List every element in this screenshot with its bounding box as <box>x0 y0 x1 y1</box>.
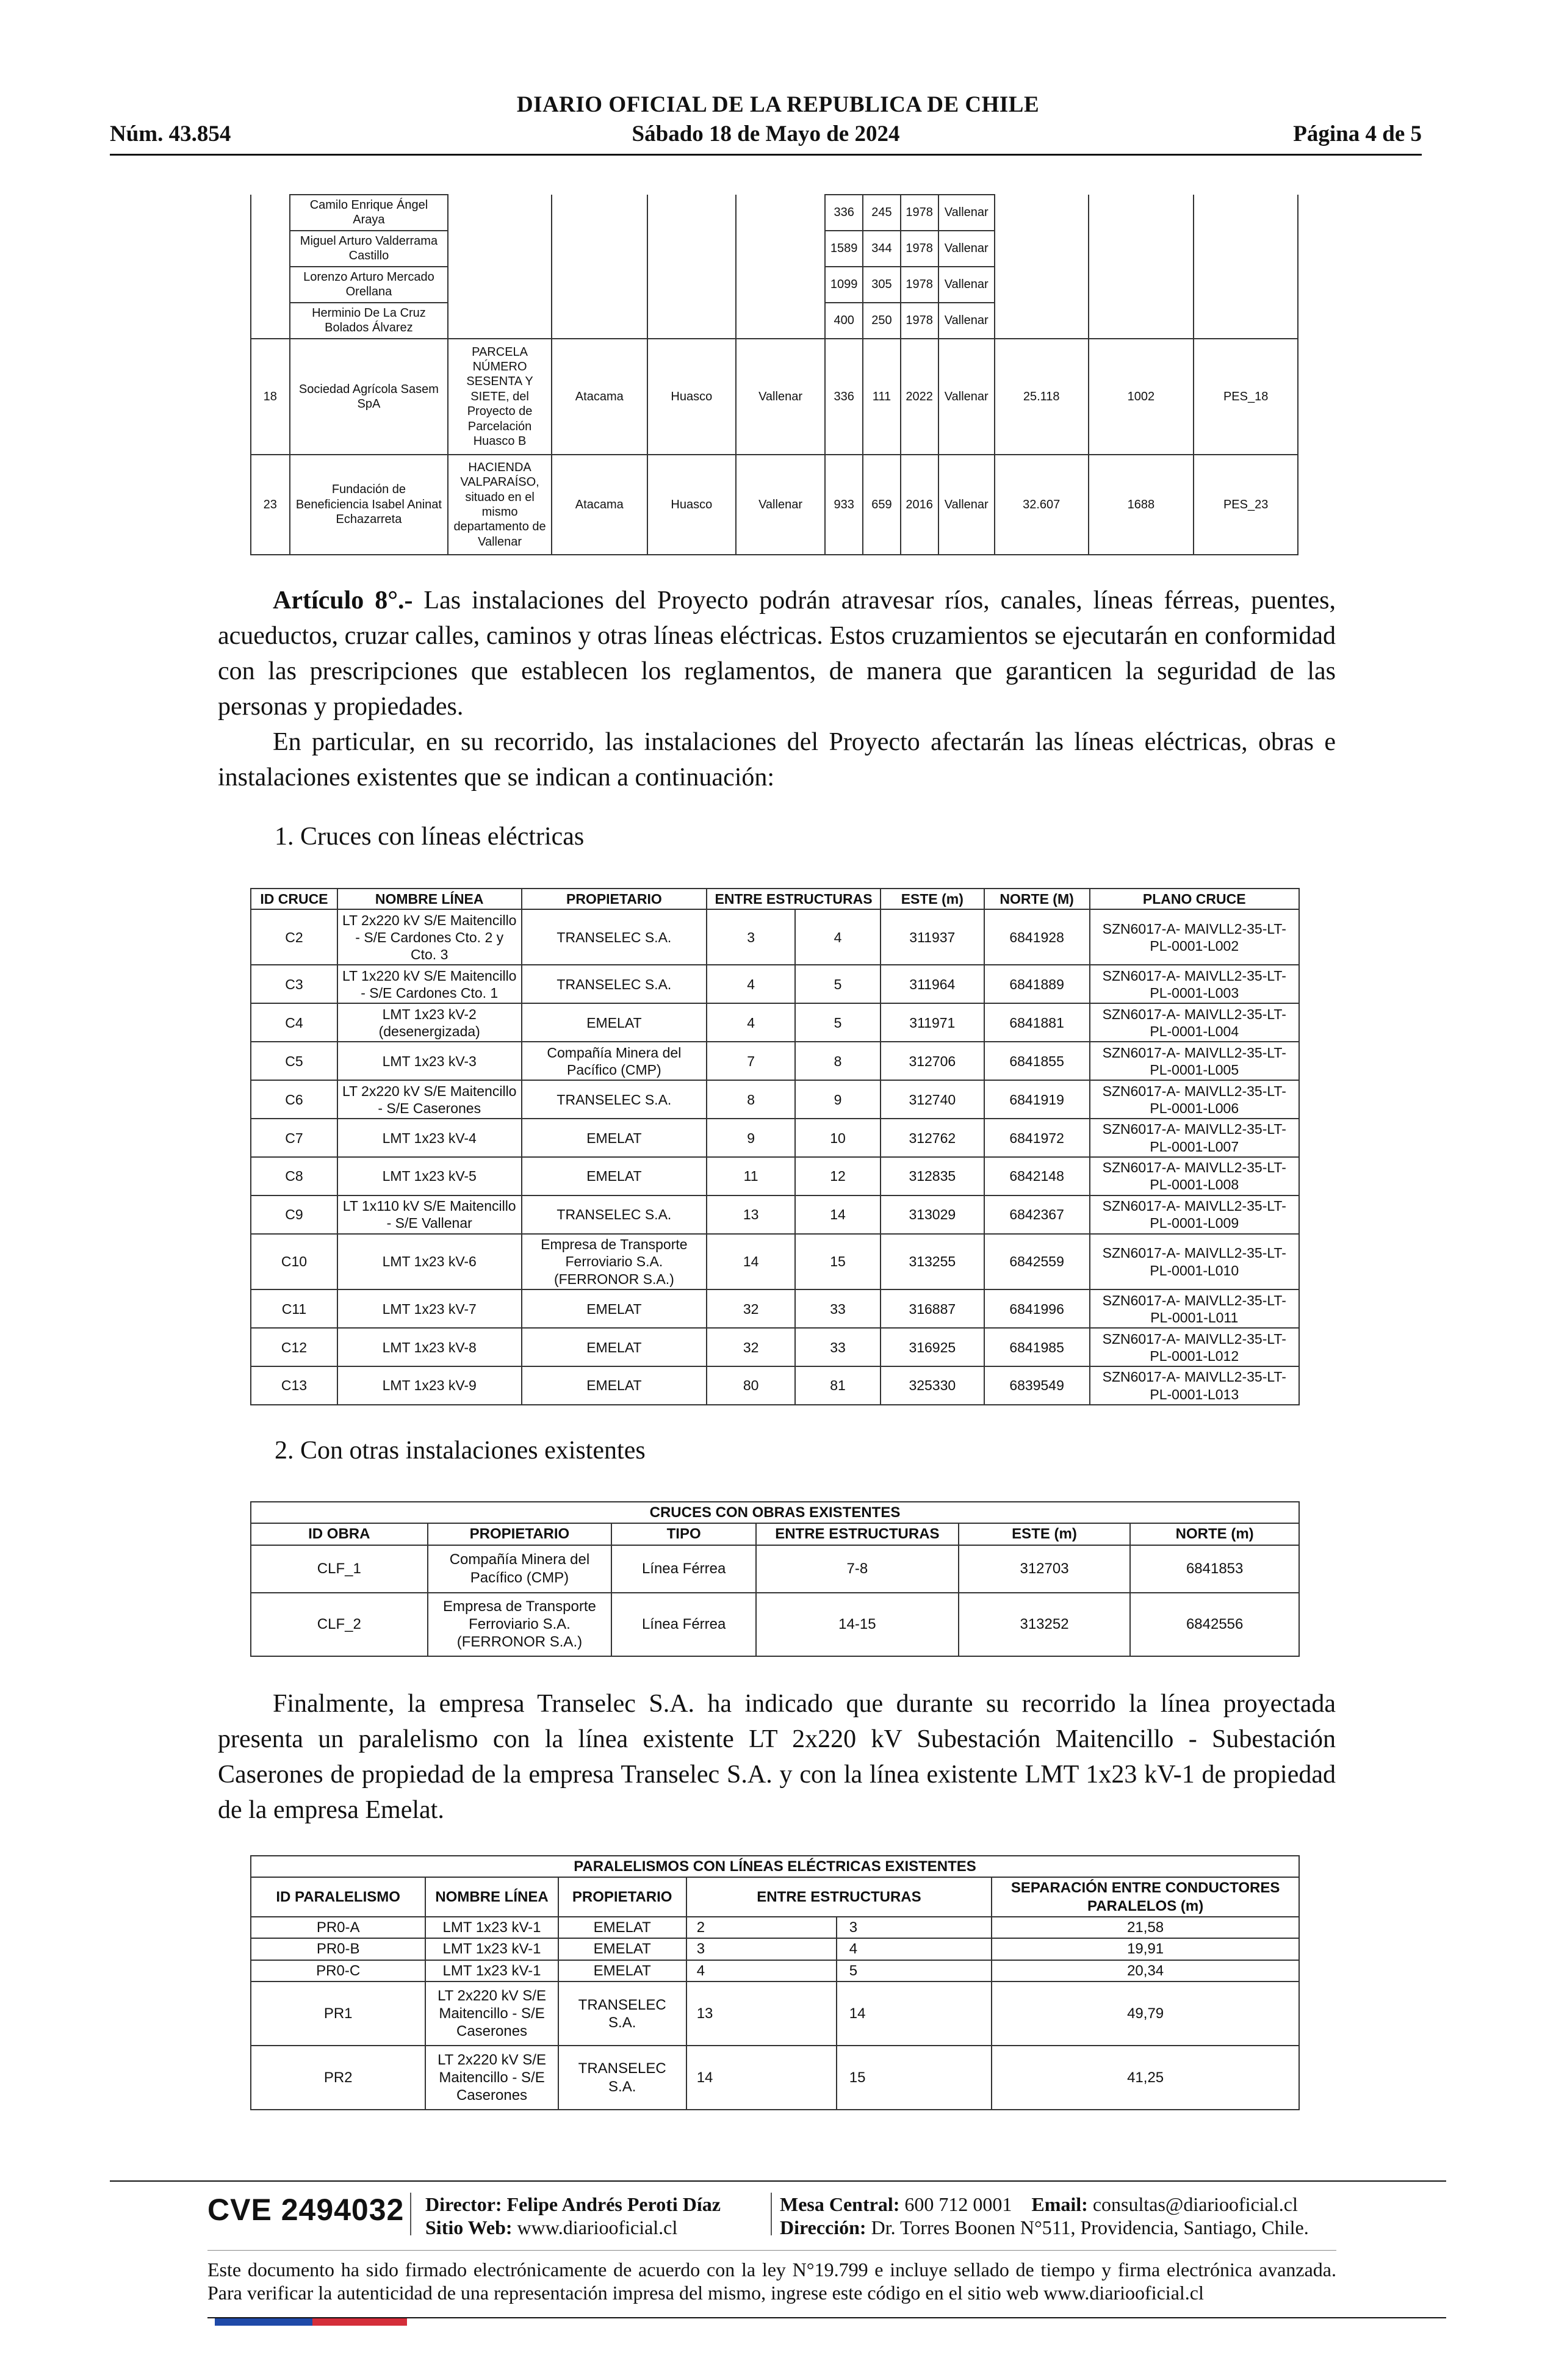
crossing-cell-plano: SZN6017-A- MAIVLL2-35-LT- PL-0001-L009 <box>1090 1195 1299 1234</box>
owner-cell-city: Vallenar <box>938 303 995 339</box>
col-propietario: PROPIETARIO <box>558 1877 686 1917</box>
crossing-cell-s2: 4 <box>795 909 881 965</box>
col-propietario: PROPIETARIO <box>428 1523 612 1545</box>
parallel-cell-id: PR0-B <box>251 1938 425 1960</box>
crossing-cell-owner: EMELAT <box>522 1157 707 1195</box>
parallel-cell-s1: 13 <box>686 1982 837 2046</box>
owner-cell-id <box>251 267 290 303</box>
owner-cell-area: 32.607 <box>995 455 1089 555</box>
works-table-title: CRUCES CON OBRAS EXISTENTES <box>251 1502 1299 1523</box>
owner-cell-id: 18 <box>251 339 290 455</box>
owner-cell-city: Vallenar <box>938 267 995 303</box>
flag-stripe-blue <box>215 2318 312 2326</box>
table-row <box>251 1545 1299 1593</box>
table-row <box>251 1938 1299 1960</box>
owner-cell-num: 1002 <box>1089 339 1194 455</box>
works-cell-type: Línea Férrea <box>611 1545 756 1593</box>
crossing-cell-owner: EMELAT <box>522 1328 707 1366</box>
table-row <box>251 339 1298 455</box>
parallel-cell-s1: 2 <box>686 1917 837 1939</box>
owner-cell-year: 1978 <box>901 303 938 339</box>
works-cell-este: 312703 <box>959 1545 1131 1593</box>
col-entre-estructuras: ENTRE ESTRUCTURAS <box>686 1877 992 1917</box>
table-row <box>251 1593 1299 1656</box>
parallel-cell-s1: 3 <box>686 1938 837 1960</box>
final-paragraph <box>218 1686 1336 1828</box>
owner-cell-province <box>647 195 736 231</box>
table-row <box>251 965 1299 1003</box>
owner-cell-b: 245 <box>863 195 900 231</box>
table-row <box>251 1003 1299 1042</box>
crossing-cell-s1: 32 <box>707 1289 795 1328</box>
parallel-cell-s1: 14 <box>686 2046 837 2110</box>
crossing-cell-este: 316925 <box>881 1328 984 1366</box>
table-row <box>251 1289 1299 1328</box>
works-cell-norte: 6842556 <box>1130 1593 1299 1656</box>
owner-cell-code <box>1194 303 1298 339</box>
parallel-cell-id: PR1 <box>251 1982 425 2046</box>
newspaper-title: DIARIO OFICIAL DE LA REPUBLICA DE CHILE <box>516 92 1040 117</box>
owner-cell-code <box>1194 267 1298 303</box>
owner-cell-name: Camilo Enrique Ángel Araya <box>290 195 448 231</box>
parallel-cell-s2: 5 <box>837 1960 992 1982</box>
parallel-cell-sep: 19,91 <box>992 1938 1299 1960</box>
owner-cell-b: 659 <box>863 455 900 555</box>
crossing-cell-line: LMT 1x23 kV-4 <box>337 1119 522 1157</box>
article-8-paragraph-2 <box>218 724 1336 795</box>
table-row <box>251 1157 1299 1195</box>
owner-cell-city: Vallenar <box>938 339 995 455</box>
col-nombre-linea: NOMBRE LÍNEA <box>425 1877 558 1917</box>
owner-cell-num <box>1089 231 1194 267</box>
owner-cell-name: Sociedad Agrícola Sasem SpA <box>290 339 448 455</box>
crossing-cell-s2: 15 <box>795 1234 881 1289</box>
page-number: Página 4 de 5 <box>1293 121 1422 146</box>
article-label: Artículo 8°.- <box>273 586 413 615</box>
owner-cell-province <box>647 267 736 303</box>
article-text: Las instalaciones del Proyecto podrán atravesar ríos, canales, líneas férreas, puentes, acueductos, cruzar calles, caminos y otras líneas eléctricas. Estos cruzamientos se ejecutarán en conformidad con las prescripciones que establecen los reglamentos, de manera que garanticen la seguridad de las personas y propiedades. <box>218 586 1336 721</box>
crossing-cell-plano: SZN6017-A- MAIVLL2-35-LT-PL-0001-L012 <box>1090 1328 1299 1366</box>
owner-cell-b: 305 <box>863 267 900 303</box>
works-cell-type: Línea Férrea <box>611 1593 756 1656</box>
crossing-cell-line: LMT 1x23 kV-5 <box>337 1157 522 1195</box>
owner-cell-id: 23 <box>251 455 290 555</box>
crossing-cell-norte: 6841855 <box>984 1042 1090 1080</box>
crossing-cell-este: 311937 <box>881 909 984 965</box>
owner-cell-area: 25.118 <box>995 339 1089 455</box>
crossing-cell-owner: TRANSELEC S.A. <box>522 1080 707 1119</box>
table-row <box>251 1119 1299 1157</box>
crossing-cell-id: C12 <box>251 1328 337 1366</box>
crossing-cell-norte: 6841889 <box>984 965 1090 1003</box>
parallel-cell-owner: EMELAT <box>558 1938 686 1960</box>
footer-separator <box>410 2193 411 2235</box>
crossing-cell-plano: SZN6017-A- MAIVLL2-35-LT- PL-0001-L004 <box>1090 1003 1299 1042</box>
crossing-cell-s2: 10 <box>795 1119 881 1157</box>
crossing-cell-plano: SZN6017-A- MAIVLL2-35-LT- PL-0001-L002 <box>1090 909 1299 965</box>
table-row <box>251 2046 1299 2110</box>
crossing-cell-id: C2 <box>251 909 337 965</box>
owner-cell-parcel <box>448 267 552 303</box>
crossing-cell-line: LMT 1x23 kV-8 <box>337 1328 522 1366</box>
col-nombre-linea: NOMBRE LÍNEA <box>337 889 522 909</box>
works-crossings-table <box>250 1501 1300 1657</box>
crossing-cell-s1: 14 <box>707 1234 795 1289</box>
owner-cell-a: 933 <box>825 455 863 555</box>
final-text: Finalmente, la empresa Transelec S.A. ha indicado que durante su recorrido la línea proyectada presenta un paralelismo con la línea existente LT 2x220 kV Subestación Maitencillo - Subestación Caserones de propiedad de la empresa Transelec S.A. y con la línea existente LMT 1x23 kV-1 de propiedad de la empresa Emelat. <box>218 1690 1336 1824</box>
parallel-cell-line: LT 2x220 kV S/E Maitencillo - S/E Caserones <box>425 1982 558 2046</box>
parallel-cell-owner: EMELAT <box>558 1917 686 1939</box>
col-plano-cruce: PLANO CRUCE <box>1090 889 1299 909</box>
col-tipo: TIPO <box>611 1523 756 1545</box>
parallel-cell-s2: 14 <box>837 1982 992 2046</box>
owner-cell-code: PES_23 <box>1194 455 1298 555</box>
header-divider <box>110 154 1422 156</box>
crossing-cell-line: LMT 1x23 kV-6 <box>337 1234 522 1289</box>
owner-cell-b: 344 <box>863 231 900 267</box>
crossing-cell-plano: SZN6017-A- MAIVLL2-35-LT- PL-0001-L007 <box>1090 1119 1299 1157</box>
owner-cell-year: 2022 <box>901 339 938 455</box>
owner-cell-commune <box>736 303 825 339</box>
crossing-cell-owner: EMELAT <box>522 1003 707 1042</box>
table-row <box>251 909 1299 965</box>
parallels-table-title: PARALELISMOS CON LÍNEAS ELÉCTRICAS EXISTENTES <box>251 1856 1299 1877</box>
table-row <box>251 1917 1299 1939</box>
owner-cell-area <box>995 267 1089 303</box>
footer-contact: Mesa Central: 600 712 0001 Email: consultas@diariooficial.cl Dirección: Dr. Torres Boonen N°511, Providencia, Santiago, Chile. <box>780 2193 1309 2238</box>
crossing-cell-s2: 81 <box>795 1366 881 1405</box>
crossing-cell-line: LMT 1x23 kV-9 <box>337 1366 522 1405</box>
crossing-cell-este: 312762 <box>881 1119 984 1157</box>
col-entre-estructuras: ENTRE ESTRUCTURAS <box>707 889 881 909</box>
crossing-cell-norte: 6841881 <box>984 1003 1090 1042</box>
owner-cell-parcel <box>448 195 552 231</box>
owner-cell-name: Fundación de Beneficiencia Isabel Aninat Echazarreta <box>290 455 448 555</box>
owner-cell-code <box>1194 195 1298 231</box>
crossing-cell-id: C5 <box>251 1042 337 1080</box>
article-8-paragraph <box>218 583 1336 724</box>
owner-cell-name: Lorenzo Arturo Mercado Orellana <box>290 267 448 303</box>
owners-table <box>250 194 1298 555</box>
crossing-cell-este: 312706 <box>881 1042 984 1080</box>
parallel-cell-owner: TRANSELEC S.A. <box>558 2046 686 2110</box>
parallel-cell-sep: 20,34 <box>992 1960 1299 1982</box>
col-este: ESTE (m) <box>959 1523 1131 1545</box>
parallel-cell-sep: 21,58 <box>992 1917 1299 1939</box>
owner-cell-region: Atacama <box>552 339 647 455</box>
issue-date: Sábado 18 de Mayo de 2024 <box>632 121 900 146</box>
crossing-cell-owner: TRANSELEC S.A. <box>522 909 707 965</box>
flag-stripe-red <box>312 2318 407 2326</box>
issue-number: Núm. 43.854 <box>110 121 231 146</box>
crossing-cell-s1: 13 <box>707 1195 795 1234</box>
crossing-cell-s2: 33 <box>795 1289 881 1328</box>
col-norte: NORTE (m) <box>1130 1523 1299 1545</box>
table-row <box>251 267 1298 303</box>
parallels-table <box>250 1855 1300 2110</box>
crossing-cell-owner: EMELAT <box>522 1289 707 1328</box>
crossing-cell-s1: 80 <box>707 1366 795 1405</box>
crossing-cell-id: C11 <box>251 1289 337 1328</box>
crossing-cell-id: C7 <box>251 1119 337 1157</box>
crossing-cell-plano: SZN6017-A- MAIVLL2-35-LT- PL-0001-L013 <box>1090 1366 1299 1405</box>
table-row <box>251 1982 1299 2046</box>
crossing-cell-norte: 6841928 <box>984 909 1090 965</box>
owner-cell-parcel: PARCELA NÚMERO SESENTA Y SIETE, del Proyecto de Parcelación Huasco B <box>448 339 552 455</box>
table-row <box>251 303 1298 339</box>
col-norte: NORTE (M) <box>984 889 1090 909</box>
owner-cell-parcel <box>448 303 552 339</box>
article-text-2: En particular, en su recorrido, las instalaciones del Proyecto afectarán las líneas eléctricas, obras e instalaciones existentes que se indican a continuación: <box>218 728 1336 792</box>
works-cell-between: 14-15 <box>756 1593 959 1656</box>
owner-cell-id <box>251 231 290 267</box>
table-row <box>251 195 1298 231</box>
owner-cell-b: 250 <box>863 303 900 339</box>
crossing-cell-id: C10 <box>251 1234 337 1289</box>
crossing-cell-norte: 6842559 <box>984 1234 1090 1289</box>
owner-cell-code: PES_18 <box>1194 339 1298 455</box>
owner-cell-code <box>1194 231 1298 267</box>
works-cell-este: 313252 <box>959 1593 1131 1656</box>
col-id-paralelismo: ID PARALELISMO <box>251 1877 425 1917</box>
crossing-cell-s2: 33 <box>795 1328 881 1366</box>
parallel-cell-s2: 4 <box>837 1938 992 1960</box>
crossing-cell-plano: SZN6017-A- MAIVLL2-35-LT- PL-0001-L005 <box>1090 1042 1299 1080</box>
table-row <box>251 455 1298 555</box>
owner-cell-region <box>552 231 647 267</box>
crossing-cell-s1: 7 <box>707 1042 795 1080</box>
footer-director: Director: Felipe Andrés Peroti Díaz Sitio Web: www.diariooficial.cl <box>425 2193 721 2238</box>
owner-cell-area <box>995 303 1089 339</box>
owner-cell-commune <box>736 231 825 267</box>
crossing-cell-plano: SZN6017-A- MAIVLL2-35-LT- PL-0001-L008 <box>1090 1157 1299 1195</box>
owner-cell-a: 400 <box>825 303 863 339</box>
works-cell-id: CLF_1 <box>251 1545 428 1593</box>
parallel-cell-line: LMT 1x23 kV-1 <box>425 1960 558 1982</box>
crossing-cell-s2: 9 <box>795 1080 881 1119</box>
owner-cell-commune <box>736 267 825 303</box>
owner-cell-a: 336 <box>825 195 863 231</box>
parallel-cell-sep: 49,79 <box>992 1982 1299 2046</box>
crossing-cell-norte: 6841972 <box>984 1119 1090 1157</box>
owner-cell-city: Vallenar <box>938 455 995 555</box>
table-row <box>251 1366 1299 1405</box>
col-propietario: PROPIETARIO <box>522 889 707 909</box>
crossing-cell-owner: EMELAT <box>522 1366 707 1405</box>
parallel-cell-s2: 15 <box>837 2046 992 2110</box>
col-este: ESTE (m) <box>881 889 984 909</box>
crossing-cell-s2: 12 <box>795 1157 881 1195</box>
crossing-cell-s1: 3 <box>707 909 795 965</box>
owner-cell-region <box>552 195 647 231</box>
crossing-cell-norte: 6842148 <box>984 1157 1090 1195</box>
address: Dr. Torres Boonen N°511, Providencia, Santiago, Chile. <box>871 2216 1309 2238</box>
crossing-cell-plano: SZN6017-A- MAIVLL2-35-LT- PL-0001-L003 <box>1090 965 1299 1003</box>
owner-cell-id <box>251 303 290 339</box>
owner-cell-city: Vallenar <box>938 231 995 267</box>
owner-cell-num: 1688 <box>1089 455 1194 555</box>
section-heading-electric-crossings: 1. Cruces con líneas eléctricas <box>275 823 585 851</box>
owner-cell-commune: Vallenar <box>736 339 825 455</box>
owner-cell-name: Miguel Arturo Valderrama Castillo <box>290 231 448 267</box>
owner-cell-a: 1589 <box>825 231 863 267</box>
table-row <box>251 1080 1299 1119</box>
owner-cell-a: 1099 <box>825 267 863 303</box>
col-id-cruce: ID CRUCE <box>251 889 337 909</box>
works-cell-between: 7-8 <box>756 1545 959 1593</box>
footer-divider-top <box>110 2180 1446 2182</box>
director-name: Felipe Andrés Peroti Díaz <box>506 2193 721 2215</box>
parallel-cell-s2: 3 <box>837 1917 992 1939</box>
crossing-cell-este: 311971 <box>881 1003 984 1042</box>
works-cell-id: CLF_2 <box>251 1593 428 1656</box>
owner-cell-a: 336 <box>825 339 863 455</box>
works-cell-owner: Empresa de Transporte Ferroviario S.A. (FERRONOR S.A.) <box>428 1593 612 1656</box>
owner-cell-b: 111 <box>863 339 900 455</box>
crossing-cell-id: C9 <box>251 1195 337 1234</box>
crossing-cell-line: LMT 1x23 kV-7 <box>337 1289 522 1328</box>
email-link[interactable]: consultas@diariooficial.cl <box>1092 2193 1298 2215</box>
crossing-cell-este: 316887 <box>881 1289 984 1328</box>
owner-cell-province <box>647 231 736 267</box>
owner-cell-parcel: HACIENDA VALPARAÍSO, situado en el mismo departamento de Vallenar <box>448 455 552 555</box>
crossing-cell-s1: 9 <box>707 1119 795 1157</box>
owner-cell-area <box>995 231 1089 267</box>
crossing-cell-s1: 4 <box>707 965 795 1003</box>
owner-cell-region: Atacama <box>552 455 647 555</box>
crossing-cell-s1: 8 <box>707 1080 795 1119</box>
crossing-cell-s1: 11 <box>707 1157 795 1195</box>
crossing-cell-este: 313029 <box>881 1195 984 1234</box>
parallel-cell-owner: EMELAT <box>558 1960 686 1982</box>
parallel-cell-line: LMT 1x23 kV-1 <box>425 1917 558 1939</box>
website-link[interactable]: www.diariooficial.cl <box>517 2216 678 2238</box>
parallel-cell-owner: TRANSELEC S.A. <box>558 1982 686 2046</box>
owner-cell-commune <box>736 195 825 231</box>
table-row <box>251 1042 1299 1080</box>
crossing-cell-line: LT 2x220 kV S/E Maitencillo - S/E Cardones Cto. 2 y Cto. 3 <box>337 909 522 965</box>
crossing-cell-line: LT 2x220 kV S/E Maitencillo - S/E Caserones <box>337 1080 522 1119</box>
table-row <box>251 1234 1299 1289</box>
crossing-cell-line: LMT 1x23 kV-3 <box>337 1042 522 1080</box>
works-cell-norte: 6841853 <box>1130 1545 1299 1593</box>
crossing-cell-s2: 14 <box>795 1195 881 1234</box>
crossing-cell-id: C8 <box>251 1157 337 1195</box>
crossing-cell-este: 311964 <box>881 965 984 1003</box>
crossing-cell-plano: SZN6017-A- MAIVLL2-35-LT- PL-0001-L006 <box>1090 1080 1299 1119</box>
crossing-cell-este: 313255 <box>881 1234 984 1289</box>
crossing-cell-s1: 4 <box>707 1003 795 1042</box>
owner-cell-region <box>552 267 647 303</box>
col-separacion: SEPARACIÓN ENTRE CONDUCTORES PARALELOS (m) <box>992 1877 1299 1917</box>
crossing-cell-line: LMT 1x23 kV-2 (desenergizada) <box>337 1003 522 1042</box>
owner-cell-year: 1978 <box>901 267 938 303</box>
crossing-cell-s1: 32 <box>707 1328 795 1366</box>
works-cell-owner: Compañía Minera del Pacífico (CMP) <box>428 1545 612 1593</box>
crossing-cell-norte: 6841919 <box>984 1080 1090 1119</box>
crossing-cell-este: 325330 <box>881 1366 984 1405</box>
parallel-cell-id: PR0-C <box>251 1960 425 1982</box>
crossing-cell-owner: Compañía Minera del Pacífico (CMP) <box>522 1042 707 1080</box>
owner-cell-city: Vallenar <box>938 195 995 231</box>
crossing-cell-line: LT 1x220 kV S/E Maitencillo - S/E Cardones Cto. 1 <box>337 965 522 1003</box>
crossing-cell-norte: 6841985 <box>984 1328 1090 1366</box>
section-heading-other-installations: 2. Con otras instalaciones existentes <box>275 1437 646 1465</box>
owner-cell-province: Huasco <box>647 455 736 555</box>
crossing-cell-s2: 5 <box>795 1003 881 1042</box>
owner-cell-num <box>1089 195 1194 231</box>
parallel-cell-id: PR2 <box>251 2046 425 2110</box>
table-row <box>251 1195 1299 1234</box>
parallel-cell-id: PR0-A <box>251 1917 425 1939</box>
footer-separator <box>771 2193 772 2235</box>
phone-number: 600 712 0001 <box>904 2193 1012 2215</box>
owner-cell-parcel <box>448 231 552 267</box>
crossing-cell-norte: 6839549 <box>984 1366 1090 1405</box>
owner-cell-year: 2016 <box>901 455 938 555</box>
crossing-cell-s2: 8 <box>795 1042 881 1080</box>
crossing-cell-owner: TRANSELEC S.A. <box>522 965 707 1003</box>
parallel-cell-sep: 41,25 <box>992 2046 1299 2110</box>
owner-cell-province <box>647 303 736 339</box>
cve-code: CVE 2494032 <box>207 2193 405 2227</box>
col-entre-estructuras: ENTRE ESTRUCTURAS <box>756 1523 959 1545</box>
parallel-cell-s1: 4 <box>686 1960 837 1982</box>
crossing-cell-plano: SZN6017-A- MAIVLL2-35-LT- PL-0001-L011 <box>1090 1289 1299 1328</box>
table-row <box>251 1960 1299 1982</box>
crossing-cell-owner: TRANSELEC S.A. <box>522 1195 707 1234</box>
crossing-cell-owner: EMELAT <box>522 1119 707 1157</box>
owner-cell-province: Huasco <box>647 339 736 455</box>
table-row <box>251 231 1298 267</box>
electric-crossings-table <box>250 888 1300 1405</box>
footer-divider-mid <box>207 2250 1336 2251</box>
owner-cell-area <box>995 195 1089 231</box>
col-id-obra: ID OBRA <box>251 1523 428 1545</box>
legal-notice: Este documento ha sido firmado electrónicamente de acuerdo con la ley N°19.799 e incluye sellado de tiempo y firma electrónica avanzada. Para verificar la autenticidad de una representación impresa del mismo, ingrese este código en el sitio web www.diariooficial.cl <box>207 2259 1336 2304</box>
owner-cell-year: 1978 <box>901 195 938 231</box>
crossing-cell-id: C6 <box>251 1080 337 1119</box>
parallel-cell-line: LT 2x220 kV S/E Maitencillo - S/E Caserones <box>425 2046 558 2110</box>
crossing-cell-este: 312835 <box>881 1157 984 1195</box>
owner-cell-id <box>251 195 290 231</box>
crossing-cell-owner: Empresa de Transporte Ferroviario S.A. (FERRONOR S.A.) <box>522 1234 707 1289</box>
crossing-cell-s2: 5 <box>795 965 881 1003</box>
crossing-cell-este: 312740 <box>881 1080 984 1119</box>
crossing-cell-norte: 6841996 <box>984 1289 1090 1328</box>
table-row <box>251 1328 1299 1366</box>
crossing-cell-norte: 6842367 <box>984 1195 1090 1234</box>
owner-cell-year: 1978 <box>901 231 938 267</box>
crossing-cell-id: C3 <box>251 965 337 1003</box>
owner-cell-region <box>552 303 647 339</box>
parallel-cell-line: LMT 1x23 kV-1 <box>425 1938 558 1960</box>
owner-cell-commune: Vallenar <box>736 455 825 555</box>
crossing-cell-id: C4 <box>251 1003 337 1042</box>
crossing-cell-plano: SZN6017-A- MAIVLL2-35-LT- PL-0001-L010 <box>1090 1234 1299 1289</box>
owner-cell-num <box>1089 303 1194 339</box>
crossing-cell-line: LT 1x110 kV S/E Maitencillo - S/E Vallenar <box>337 1195 522 1234</box>
owner-cell-name: Herminio De La Cruz Bolados Álvarez <box>290 303 448 339</box>
owner-cell-num <box>1089 267 1194 303</box>
crossing-cell-id: C13 <box>251 1366 337 1405</box>
